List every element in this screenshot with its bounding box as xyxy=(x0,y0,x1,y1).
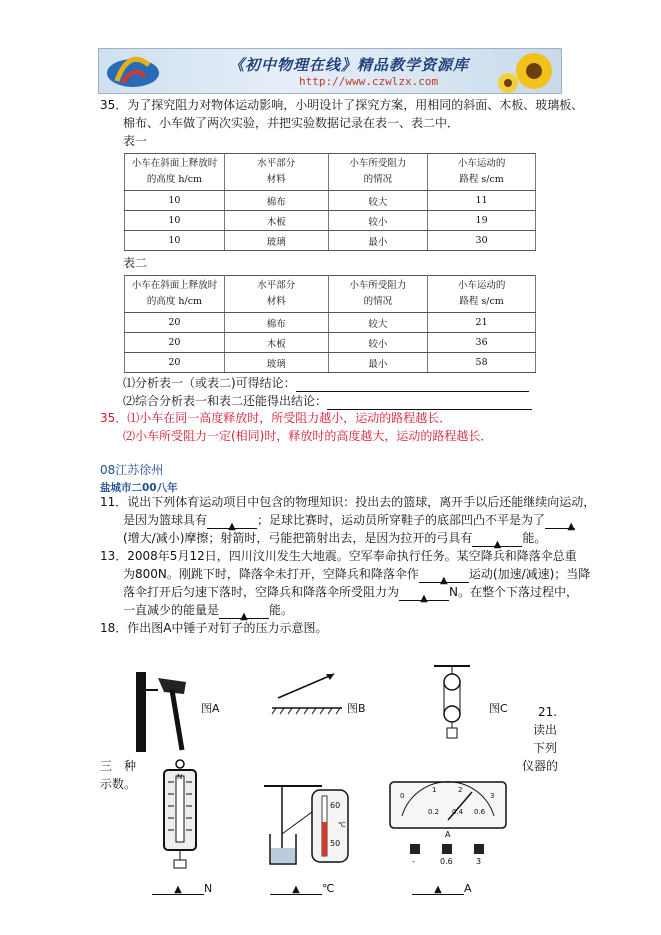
table-cell: 较小 xyxy=(328,333,428,353)
table-two xyxy=(124,275,536,373)
q35-line2: 棉布、小车做了两次实验，并把实验数据记录在表一、表二中． xyxy=(123,116,460,130)
table-cell: 30 xyxy=(428,231,536,251)
table-cell: 棉布 xyxy=(224,313,328,333)
table-header-cell: 小车运动的 路程 s/cm xyxy=(428,154,536,191)
spring-scale-unit: N xyxy=(177,773,183,781)
sunflower-icon xyxy=(494,49,561,93)
section-subtitle: 盐城市二00八年 xyxy=(100,482,178,494)
table-cell: 玻璃 xyxy=(224,353,328,373)
ammeter-1: 1 xyxy=(432,786,437,794)
q21-text4: 示数。 xyxy=(100,777,137,791)
figure-b-label: 图B xyxy=(347,702,366,715)
thermo-60: 60 xyxy=(330,801,341,810)
q18-text: 18．作出图A中锤子对钉子的压力示意图。 xyxy=(100,621,328,635)
q35-sub1: ⑴分析表一（或表二)可得结论： xyxy=(123,374,529,392)
table-cell: 11 xyxy=(428,191,536,211)
terminal-06: 0.6 xyxy=(440,857,453,866)
header-banner xyxy=(98,48,562,94)
table-one xyxy=(124,153,536,251)
spring-answer-blank: ▲ N xyxy=(152,882,212,895)
q11-line1: 11．说出下列体育运动项目中包含的物理知识：投出去的篮球，离开手以后还能继续向运动， xyxy=(100,495,596,509)
ammeter-02: 0.2 xyxy=(428,808,440,816)
table-row xyxy=(125,191,536,211)
table-header-cell: 水平部分 材料 xyxy=(224,154,328,191)
banner-url: http://www.czwlzx.com xyxy=(299,75,439,88)
thermo-unit: ℃ xyxy=(338,821,346,829)
table-header-cell: 小车所受阻力 的情况 xyxy=(328,154,428,191)
thermometer-beaker xyxy=(262,782,362,870)
q35-answer1: 35．⑴小车在同一高度释放时，所受阻力越小，运动的路程越长． xyxy=(100,411,452,425)
figure-b-diagram xyxy=(270,668,345,718)
banner-title: 《初中物理在线》精品教学资源库 xyxy=(229,56,470,74)
thermo-answer-blank: ▲ ℃ xyxy=(270,882,334,895)
table-header-cell: 小车运动的 路程 s/cm xyxy=(428,276,536,313)
figure-c-pulley xyxy=(432,662,472,742)
table-header-cell: 水平部分 材料 xyxy=(224,276,328,313)
table-cell: 最小 xyxy=(328,231,428,251)
ammeter-06: 0.6 xyxy=(474,808,486,816)
q35-sub2: ⑵综合分析表一和表二还能得出结论： xyxy=(123,392,532,410)
ammeter xyxy=(388,780,508,870)
figure-c-label: 图C xyxy=(489,702,508,715)
ammeter-answer-blank: ▲ A xyxy=(412,882,472,895)
table-cell: 20 xyxy=(125,333,225,353)
table-cell: 木板 xyxy=(224,333,328,353)
section-region: 08江苏徐州 xyxy=(100,463,164,477)
table-header-cell: 小车所受阻力 的情况 xyxy=(328,276,428,313)
q21-number: 21. xyxy=(538,705,558,719)
table-cell: 20 xyxy=(125,353,225,373)
q35-line1: 35．为了探究阻力对物体运动影响，小明设计了探究方案，用相同的斜面、木板、玻璃板、 xyxy=(100,98,584,112)
table-row xyxy=(125,313,536,333)
terminal-3: 3 xyxy=(476,857,482,866)
ammeter-3: 3 xyxy=(490,792,495,800)
q35-answer2: ⑵小车所受阻力一定(相同)时，释放时的高度越大，运动的路程越长． xyxy=(123,429,493,443)
logo-icon xyxy=(103,51,163,91)
table-header-cell: 小车在斜面上释放时 的高度 h/cm xyxy=(125,154,225,191)
table-row xyxy=(125,333,536,353)
table-cell: 最小 xyxy=(328,353,428,373)
q21-text3a: 三 种 xyxy=(100,759,137,773)
q11-line3: (增大/减小)摩擦；射箭时，弓能把箭射出去，是因为拉开的弓具有 ▲ 能。 xyxy=(123,531,547,550)
table-cell: 19 xyxy=(428,211,536,231)
table-cell: 棉布 xyxy=(224,191,328,211)
q13-line2: 为800N。刚跳下时，降落伞未打开，空降兵和降落伞作 ▲ 运动(加速/减速)；当降 xyxy=(123,567,591,586)
q13-line3: 落伞打开后匀速下落时，空降兵和降落伞所受阻力为 ▲ N。在整个下落过程中， xyxy=(123,585,578,604)
thermo-50: 50 xyxy=(330,839,341,848)
table-cell: 10 xyxy=(125,191,225,211)
q11-line2: 是因为篮球具有 ▲ ；足球比赛时，运动员所穿鞋子的底部凹凸不平是为了 ▲ xyxy=(123,513,576,532)
table-header-cell: 小车在斜面上释放时 的高度 h/cm xyxy=(125,276,225,313)
ammeter-04: 0.4 xyxy=(452,808,464,816)
table-cell: 21 xyxy=(428,313,536,333)
table-cell: 较大 xyxy=(328,313,428,333)
table-row xyxy=(125,211,536,231)
figure-a-label: 图A xyxy=(201,702,220,715)
table1-label: 表一 xyxy=(123,134,148,148)
figure-a-hammer xyxy=(128,668,198,758)
q13-line1: 13．2008年5月12日，四川汶川发生大地震。空军奉命执行任务。某空降兵和降落伞总重 xyxy=(100,549,577,563)
table2-label: 表二 xyxy=(123,256,148,270)
table-row xyxy=(125,353,536,373)
table-row xyxy=(125,231,536,251)
q21-text3b: 仪器的 xyxy=(522,759,559,773)
q21-text2: 下列 xyxy=(533,741,558,755)
q13-line4: 一直减少的能量是 ▲ 能。 xyxy=(123,603,294,622)
ammeter-2: 2 xyxy=(458,786,463,794)
table-cell: 20 xyxy=(125,313,225,333)
table-cell: 10 xyxy=(125,231,225,251)
table-cell: 58 xyxy=(428,353,536,373)
table-cell: 36 xyxy=(428,333,536,353)
terminal-minus: - xyxy=(412,857,415,866)
table-cell: 木板 xyxy=(224,211,328,231)
table-cell: 较大 xyxy=(328,191,428,211)
ammeter-unit: A xyxy=(445,830,451,839)
q21-text1: 读出 xyxy=(533,723,558,737)
table-cell: 10 xyxy=(125,211,225,231)
table-cell: 较小 xyxy=(328,211,428,231)
table-cell: 玻璃 xyxy=(224,231,328,251)
spring-scale xyxy=(150,758,210,870)
ammeter-0: 0 xyxy=(400,792,405,800)
